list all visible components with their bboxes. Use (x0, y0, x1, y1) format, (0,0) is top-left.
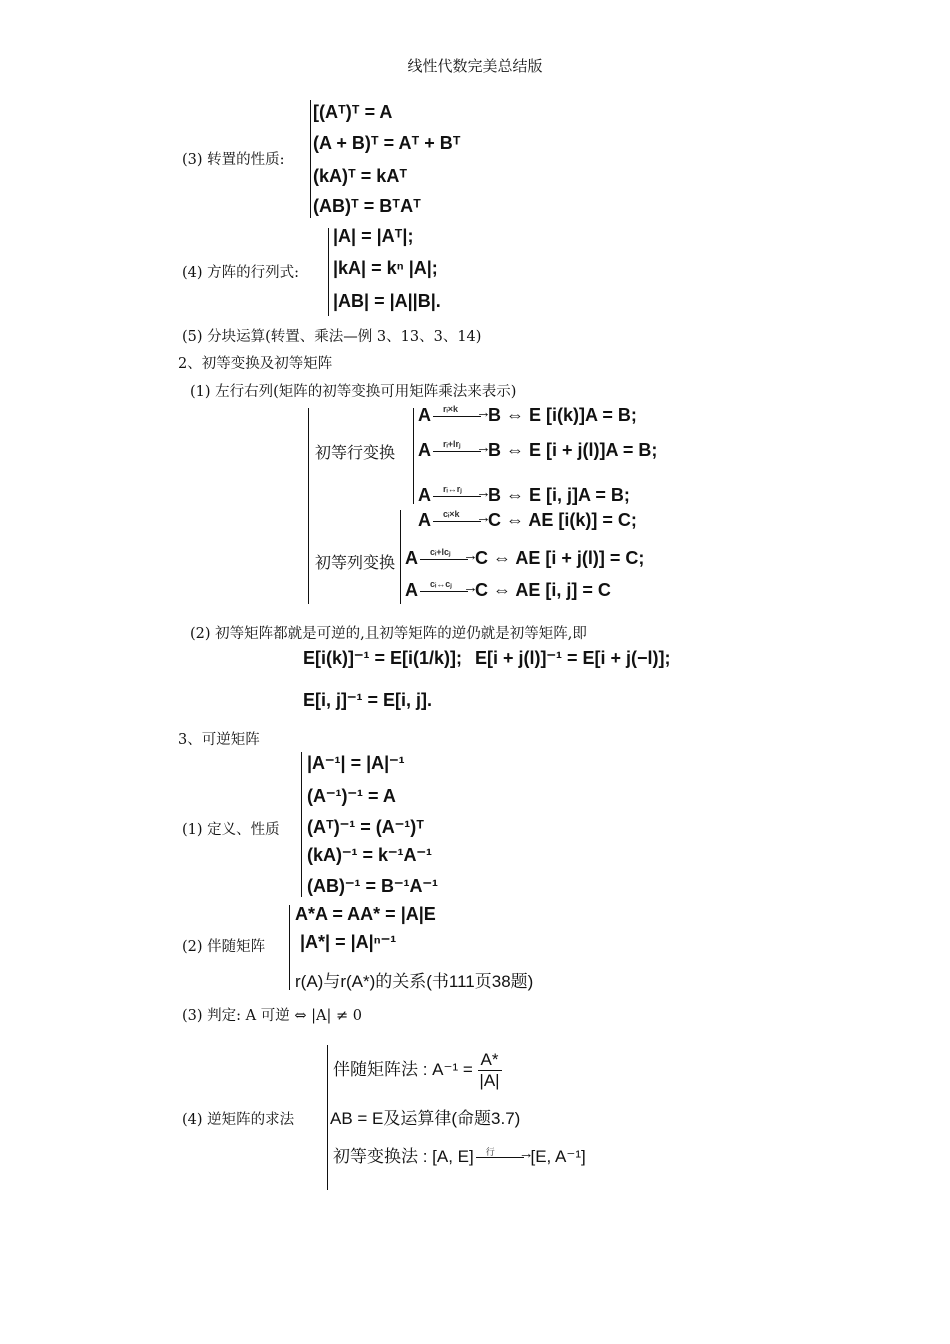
definition-rule: (kA)⁻¹ = k⁻¹A⁻¹ (307, 845, 433, 865)
row-rule: A rᵢ+lrⱼ → B ⇔ E [i + j(l)]A = B; (418, 440, 657, 461)
determinant-rule: |AB| = |A||B|. (333, 291, 441, 311)
product-method: AB = E及运算律(命题3.7) (330, 1109, 521, 1128)
col-rule: A cᵢ+lcⱼ → C ⇔ AE [i + j(l)] = C; (405, 548, 644, 569)
transpose-rule: (kA)ᵀ = kAᵀ (313, 166, 408, 186)
transpose-rule: [(Aᵀ)ᵀ = A (313, 102, 393, 122)
definition-label: (1) 定义、性质 (182, 822, 280, 838)
row-transform-label: 初等行变换 (315, 443, 396, 462)
row-rule: A rᵢ↔rⱼ → B ⇔ E [i, j]A = B; (418, 485, 630, 506)
section-2-sub2: (2) 初等矩阵都就是可逆的,且初等矩阵的逆仍就是初等矩阵,即 (190, 626, 587, 642)
definition-rule: (A⁻¹)⁻¹ = A (307, 786, 396, 806)
inverse-elem-rule: E[i + j(l)]⁻¹ = E[i + j(−l)]; (475, 648, 671, 668)
transpose-rule: (AB)ᵀ = BᵀAᵀ (313, 196, 421, 216)
inverse-elem-rule: E[i, j]⁻¹ = E[i, j]. (303, 690, 433, 710)
col-transform-label: 初等列变换 (315, 553, 396, 572)
row-rule: A rᵢ×k → B ⇔ E [i(k)]A = B; (418, 405, 637, 426)
elementary-method: 初等变换法 : [A, E] 行 → [E, A⁻¹] (333, 1142, 586, 1167)
adjugate-rule: |A*| = |A|ⁿ⁻¹ (300, 932, 397, 952)
inverse-elem-rule: E[i(k)]⁻¹ = E[i(1/k)]; (303, 648, 463, 668)
elem-transform-brace (308, 408, 309, 604)
section-3-title: 3、可逆矩阵 (178, 732, 260, 748)
col-rules-brace (400, 510, 401, 604)
section-2-title: 2、初等变换及初等矩阵 (178, 356, 333, 372)
determinant-rule: |A| = |Aᵀ|; (333, 226, 414, 246)
transpose-label: (3) 转置的性质: (182, 152, 285, 168)
page-title: 线性代数完美总结版 (407, 57, 543, 75)
col-rule: A cᵢ×k → C ⇔ AE [i(k)] = C; (418, 510, 637, 531)
adjugate-label: (2) 伴随矩阵 (182, 939, 266, 955)
inverse-methods-brace (327, 1045, 328, 1190)
block-label: (5) 分块运算(转置、乘法—例 3、13、3、14) (182, 329, 482, 345)
judge-rule: (3) 判定: A 可逆 ⇔ |A| ≠ 0 (182, 1008, 362, 1024)
adjugate-rule: A*A = AA* = |A|E (295, 904, 436, 924)
section-2-sub1: (1) 左行右列(矩阵的初等变换可用矩阵乘法来表示) (190, 384, 517, 400)
adjugate-brace (289, 905, 290, 990)
determinant-rule: |kA| = kⁿ |A|; (333, 258, 438, 278)
inverse-methods-label: (4) 逆矩阵的求法 (182, 1112, 295, 1128)
determinant-brace (328, 228, 329, 316)
determinant-label: (4) 方阵的行列式: (182, 265, 300, 281)
definition-brace (301, 752, 302, 897)
col-rule: A cᵢ↔cⱼ → C ⇔ AE [i, j] = C (405, 580, 611, 601)
definition-rule: (AB)⁻¹ = B⁻¹A⁻¹ (307, 876, 438, 896)
transpose-brace (310, 100, 311, 218)
transpose-rule: (A + B)ᵀ = Aᵀ + Bᵀ (313, 133, 461, 153)
adjugate-method: 伴随矩阵法 : A⁻¹ = $\frac{A*}{|A|}$ (333, 1050, 500, 1090)
definition-rule: (Aᵀ)⁻¹ = (A⁻¹)ᵀ (307, 817, 425, 837)
adjugate-rule: r(A)与r(A*)的关系(书111页38题) (295, 972, 534, 991)
definition-rule: |A⁻¹| = |A|⁻¹ (307, 753, 405, 773)
row-rules-brace (413, 408, 414, 504)
